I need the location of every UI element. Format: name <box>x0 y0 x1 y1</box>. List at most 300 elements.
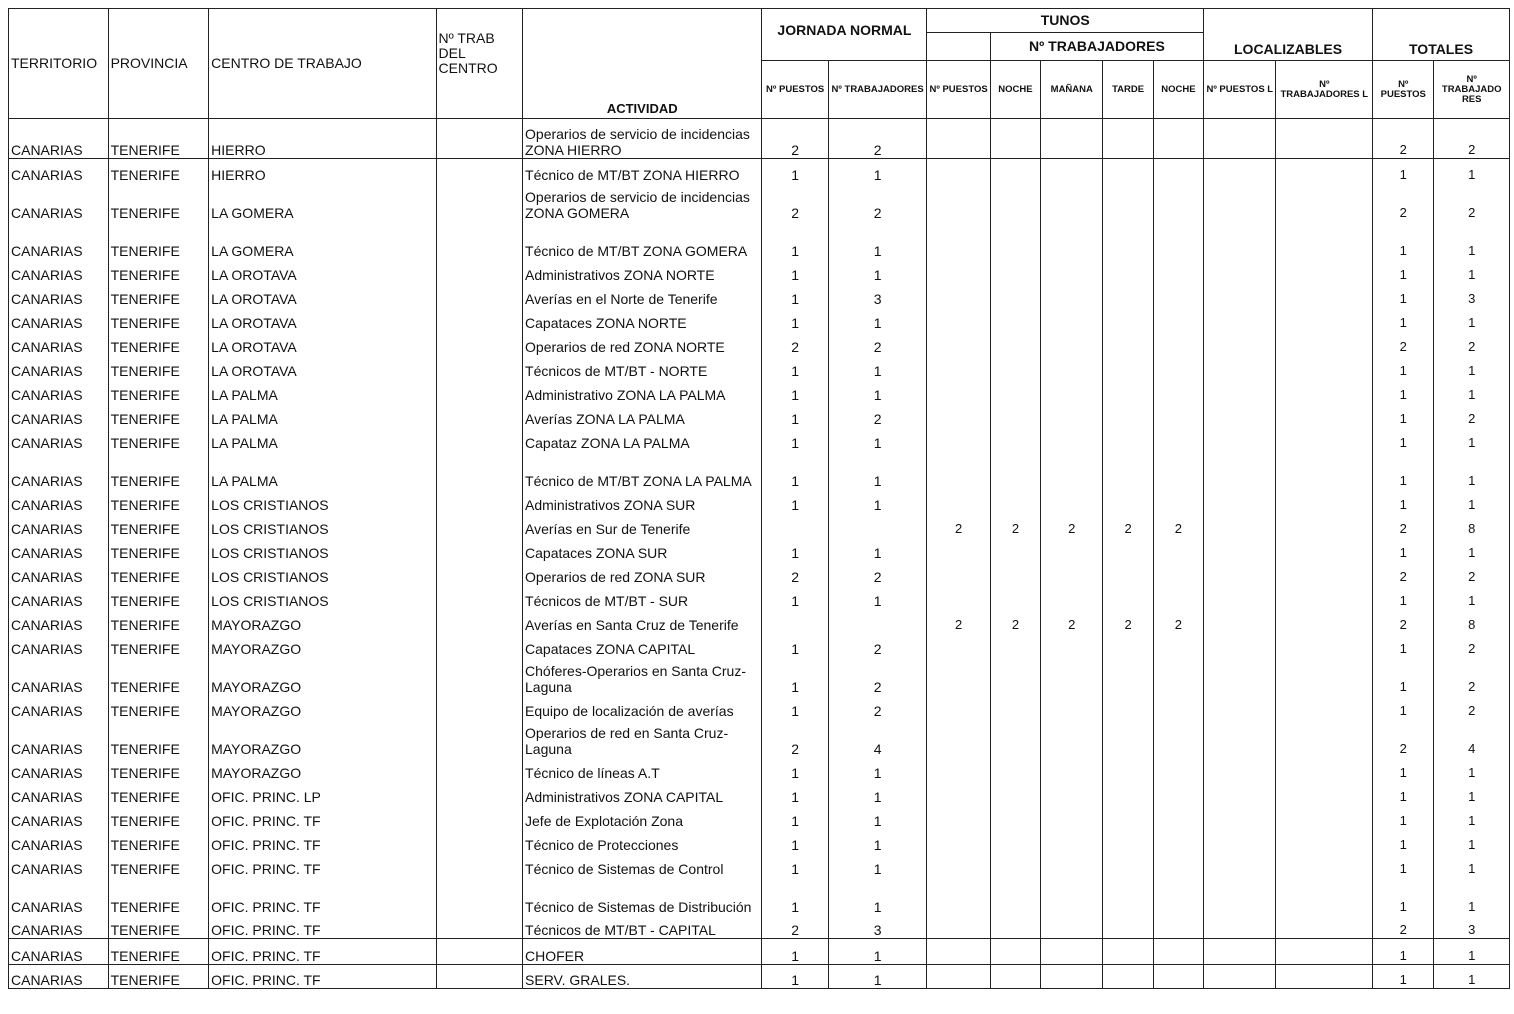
cell-tot-puestos: 1 <box>1373 657 1434 695</box>
cell-t-puestos <box>927 307 990 331</box>
workers-table <box>8 8 1510 989</box>
header-totales: TOTALES <box>1373 9 1510 61</box>
cell-t-tarde <box>1103 331 1153 355</box>
cell-jn-puestos: 1 <box>762 695 828 719</box>
cell-t-manana <box>1041 379 1103 403</box>
table-row <box>9 633 1510 657</box>
cell-l-puestos <box>1204 119 1276 159</box>
cell-l-trabajadores <box>1276 379 1373 403</box>
cell-jn-trabajadores: 2 <box>828 657 927 695</box>
cell-ntrab <box>436 633 523 657</box>
cell-territorio: CANARIAS <box>9 355 109 379</box>
cell-provincia: TENERIFE <box>108 307 209 331</box>
cell-tot-trabajadores: 2 <box>1434 657 1510 695</box>
cell-t-tarde <box>1103 283 1153 307</box>
cell-ntrab <box>436 331 523 355</box>
cell-provincia: TENERIFE <box>108 427 209 451</box>
cell-t-puestos <box>927 489 990 513</box>
cell-territorio: CANARIAS <box>9 805 109 829</box>
cell-provincia: TENERIFE <box>108 513 209 537</box>
cell-t-noche-2: 2 <box>1153 609 1203 633</box>
cell-t-noche <box>990 585 1040 609</box>
cell-t-puestos <box>927 451 990 489</box>
table-row <box>9 719 1510 757</box>
cell-jn-puestos: 2 <box>762 561 828 585</box>
cell-actividad: Administrativos ZONA NORTE <box>523 259 762 283</box>
cell-t-puestos <box>927 719 990 757</box>
header-tunos: TUNOS <box>927 9 1204 33</box>
cell-ntrab <box>436 537 523 561</box>
cell-l-trabajadores <box>1276 609 1373 633</box>
cell-territorio: CANARIAS <box>9 719 109 757</box>
cell-t-manana <box>1041 853 1103 877</box>
cell-territorio: CANARIAS <box>9 609 109 633</box>
cell-jn-trabajadores: 2 <box>828 331 927 355</box>
cell-t-tarde: 2 <box>1103 609 1153 633</box>
cell-t-noche <box>990 537 1040 561</box>
cell-provincia: TENERIFE <box>108 403 209 427</box>
cell-t-noche: 2 <box>990 513 1040 537</box>
cell-l-trabajadores <box>1276 657 1373 695</box>
cell-t-noche-2 <box>1153 853 1203 877</box>
cell-centro: HIERRO <box>209 159 436 183</box>
cell-t-noche <box>990 829 1040 853</box>
cell-t-puestos <box>927 221 990 259</box>
cell-jn-puestos: 1 <box>762 537 828 561</box>
cell-l-puestos <box>1204 221 1276 259</box>
table-row <box>9 537 1510 561</box>
table-row <box>9 221 1510 259</box>
cell-tot-puestos: 2 <box>1373 915 1434 939</box>
cell-actividad: Administrativos ZONA SUR <box>523 489 762 513</box>
cell-provincia: TENERIFE <box>108 877 209 915</box>
cell-ntrab <box>436 489 523 513</box>
cell-jn-puestos: 1 <box>762 757 828 781</box>
cell-tot-trabajadores: 2 <box>1434 331 1510 355</box>
cell-t-noche-2 <box>1153 259 1203 283</box>
cell-actividad: Técnico de MT/BT ZONA LA PALMA <box>523 451 762 489</box>
cell-ntrab <box>436 183 523 221</box>
table-row <box>9 513 1510 537</box>
cell-provincia: TENERIFE <box>108 119 209 159</box>
header-ntrab-centro: Nº TRAB DEL CENTRO <box>436 9 523 119</box>
cell-l-trabajadores <box>1276 965 1373 989</box>
cell-jn-trabajadores: 1 <box>828 965 927 989</box>
cell-centro: LOS CRISTIANOS <box>209 537 436 561</box>
table-row <box>9 757 1510 781</box>
cell-actividad: Capataz ZONA LA PALMA <box>523 427 762 451</box>
header-localizables: LOCALIZABLES <box>1204 9 1373 61</box>
cell-tot-puestos: 2 <box>1373 119 1434 159</box>
cell-tot-puestos: 1 <box>1373 695 1434 719</box>
cell-t-noche <box>990 221 1040 259</box>
cell-t-noche-2 <box>1153 829 1203 853</box>
cell-t-noche-2 <box>1153 695 1203 719</box>
cell-ntrab <box>436 853 523 877</box>
cell-jn-trabajadores: 1 <box>828 307 927 331</box>
cell-jn-trabajadores: 2 <box>828 561 927 585</box>
cell-t-manana <box>1041 805 1103 829</box>
header-t-noche-2: NOCHE <box>1153 61 1203 119</box>
cell-jn-trabajadores <box>828 609 927 633</box>
cell-territorio: CANARIAS <box>9 159 109 183</box>
cell-t-puestos <box>927 757 990 781</box>
cell-tot-puestos: 2 <box>1373 331 1434 355</box>
table-row <box>9 159 1510 183</box>
cell-centro: LA PALMA <box>209 379 436 403</box>
table-row <box>9 283 1510 307</box>
cell-jn-trabajadores: 1 <box>828 427 927 451</box>
cell-territorio: CANARIAS <box>9 283 109 307</box>
table-row <box>9 877 1510 915</box>
cell-l-trabajadores <box>1276 259 1373 283</box>
cell-t-manana <box>1041 403 1103 427</box>
cell-t-manana: 2 <box>1041 609 1103 633</box>
cell-t-puestos <box>927 379 990 403</box>
cell-actividad: Operarios de red ZONA NORTE <box>523 331 762 355</box>
cell-l-puestos <box>1204 513 1276 537</box>
cell-tot-puestos: 1 <box>1373 829 1434 853</box>
cell-t-tarde <box>1103 585 1153 609</box>
cell-territorio: CANARIAS <box>9 403 109 427</box>
cell-l-trabajadores <box>1276 719 1373 757</box>
cell-t-puestos <box>927 781 990 805</box>
cell-territorio: CANARIAS <box>9 939 109 965</box>
cell-provincia: TENERIFE <box>108 805 209 829</box>
cell-t-tarde <box>1103 355 1153 379</box>
cell-provincia: TENERIFE <box>108 159 209 183</box>
cell-ntrab <box>436 159 523 183</box>
cell-t-manana <box>1041 159 1103 183</box>
cell-centro: LA PALMA <box>209 451 436 489</box>
cell-ntrab <box>436 561 523 585</box>
cell-t-noche-2 <box>1153 403 1203 427</box>
cell-actividad: Operarios de red ZONA SUR <box>523 561 762 585</box>
cell-l-trabajadores <box>1276 451 1373 489</box>
cell-actividad: Administrativo ZONA LA PALMA <box>523 379 762 403</box>
cell-actividad: Averías ZONA LA PALMA <box>523 403 762 427</box>
cell-t-tarde <box>1103 259 1153 283</box>
cell-t-noche-2 <box>1153 719 1203 757</box>
cell-territorio: CANARIAS <box>9 221 109 259</box>
table-row <box>9 609 1510 633</box>
cell-jn-puestos: 2 <box>762 331 828 355</box>
cell-tot-puestos: 1 <box>1373 489 1434 513</box>
cell-t-puestos <box>927 657 990 695</box>
cell-l-puestos <box>1204 159 1276 183</box>
cell-t-noche-2 <box>1153 939 1203 965</box>
cell-provincia: TENERIFE <box>108 537 209 561</box>
cell-l-puestos <box>1204 657 1276 695</box>
cell-t-puestos <box>927 939 990 965</box>
cell-ntrab <box>436 719 523 757</box>
cell-t-tarde <box>1103 719 1153 757</box>
cell-t-manana <box>1041 259 1103 283</box>
cell-jn-trabajadores: 2 <box>828 403 927 427</box>
cell-t-tarde <box>1103 915 1153 939</box>
cell-t-tarde <box>1103 537 1153 561</box>
cell-ntrab <box>436 427 523 451</box>
cell-jn-trabajadores: 1 <box>828 877 927 915</box>
cell-l-puestos <box>1204 757 1276 781</box>
cell-t-puestos <box>927 877 990 915</box>
cell-jn-trabajadores: 2 <box>828 695 927 719</box>
cell-jn-puestos: 1 <box>762 853 828 877</box>
cell-tot-puestos: 1 <box>1373 805 1434 829</box>
cell-tot-puestos: 1 <box>1373 307 1434 331</box>
cell-t-noche <box>990 331 1040 355</box>
cell-tot-puestos: 2 <box>1373 561 1434 585</box>
cell-t-manana <box>1041 119 1103 159</box>
cell-territorio: CANARIAS <box>9 633 109 657</box>
cell-t-manana <box>1041 585 1103 609</box>
cell-l-puestos <box>1204 877 1276 915</box>
cell-centro: HIERRO <box>209 119 436 159</box>
cell-provincia: TENERIFE <box>108 915 209 939</box>
cell-tot-trabajadores: 2 <box>1434 403 1510 427</box>
cell-l-puestos <box>1204 283 1276 307</box>
cell-ntrab <box>436 355 523 379</box>
cell-territorio: CANARIAS <box>9 657 109 695</box>
cell-l-puestos <box>1204 355 1276 379</box>
cell-l-trabajadores <box>1276 221 1373 259</box>
cell-t-noche <box>990 633 1040 657</box>
cell-provincia: TENERIFE <box>108 283 209 307</box>
cell-jn-puestos: 1 <box>762 379 828 403</box>
cell-t-tarde <box>1103 757 1153 781</box>
cell-tot-trabajadores: 1 <box>1434 489 1510 513</box>
table-header <box>9 9 1510 119</box>
cell-t-manana <box>1041 489 1103 513</box>
cell-t-tarde <box>1103 877 1153 915</box>
cell-t-manana <box>1041 781 1103 805</box>
cell-l-trabajadores <box>1276 403 1373 427</box>
cell-t-noche <box>990 805 1040 829</box>
cell-t-noche <box>990 379 1040 403</box>
cell-territorio: CANARIAS <box>9 965 109 989</box>
cell-t-noche-2 <box>1153 633 1203 657</box>
cell-jn-trabajadores: 1 <box>828 805 927 829</box>
cell-t-tarde <box>1103 965 1153 989</box>
header-actividad: ACTIVIDAD <box>523 9 762 119</box>
cell-ntrab <box>436 403 523 427</box>
cell-tot-trabajadores: 1 <box>1434 355 1510 379</box>
cell-t-noche-2 <box>1153 221 1203 259</box>
cell-t-puestos <box>927 427 990 451</box>
cell-tot-trabajadores: 1 <box>1434 451 1510 489</box>
cell-t-noche <box>990 427 1040 451</box>
cell-jn-trabajadores: 1 <box>828 489 927 513</box>
cell-actividad: Técnico de MT/BT ZONA HIERRO <box>523 159 762 183</box>
cell-t-noche-2 <box>1153 159 1203 183</box>
cell-jn-trabajadores: 1 <box>828 221 927 259</box>
cell-centro: OFIC. PRINC. LP <box>209 781 436 805</box>
cell-tot-puestos: 1 <box>1373 355 1434 379</box>
table-row <box>9 939 1510 965</box>
cell-provincia: TENERIFE <box>108 695 209 719</box>
cell-l-trabajadores <box>1276 331 1373 355</box>
cell-jn-trabajadores: 1 <box>828 537 927 561</box>
cell-t-noche-2: 2 <box>1153 513 1203 537</box>
cell-t-manana <box>1041 427 1103 451</box>
cell-provincia: TENERIFE <box>108 757 209 781</box>
cell-jn-puestos: 1 <box>762 829 828 853</box>
cell-jn-trabajadores: 2 <box>828 633 927 657</box>
cell-territorio: CANARIAS <box>9 427 109 451</box>
cell-l-puestos <box>1204 537 1276 561</box>
table-row <box>9 561 1510 585</box>
cell-t-noche <box>990 307 1040 331</box>
cell-t-puestos <box>927 183 990 221</box>
cell-tot-puestos: 2 <box>1373 183 1434 221</box>
cell-jn-puestos: 1 <box>762 633 828 657</box>
cell-provincia: TENERIFE <box>108 355 209 379</box>
cell-t-tarde: 2 <box>1103 513 1153 537</box>
header-t-puestos: Nº PUESTOS <box>927 61 990 119</box>
cell-jn-puestos: 1 <box>762 355 828 379</box>
cell-l-puestos <box>1204 183 1276 221</box>
cell-tot-puestos: 1 <box>1373 451 1434 489</box>
cell-t-noche-2 <box>1153 915 1203 939</box>
cell-l-puestos <box>1204 853 1276 877</box>
cell-centro: LOS CRISTIANOS <box>209 513 436 537</box>
cell-actividad: Operarios de red en Santa Cruz-Laguna <box>523 719 762 757</box>
cell-t-tarde <box>1103 489 1153 513</box>
table-row <box>9 829 1510 853</box>
cell-tot-puestos: 2 <box>1373 719 1434 757</box>
cell-t-manana <box>1041 561 1103 585</box>
cell-tot-trabajadores: 4 <box>1434 719 1510 757</box>
cell-tot-puestos: 1 <box>1373 585 1434 609</box>
cell-l-trabajadores <box>1276 513 1373 537</box>
cell-provincia: TENERIFE <box>108 489 209 513</box>
cell-ntrab <box>436 939 523 965</box>
cell-provincia: TENERIFE <box>108 451 209 489</box>
cell-centro: MAYORAZGO <box>209 657 436 695</box>
cell-t-tarde <box>1103 221 1153 259</box>
cell-t-manana <box>1041 757 1103 781</box>
cell-territorio: CANARIAS <box>9 331 109 355</box>
table-row <box>9 379 1510 403</box>
cell-l-trabajadores <box>1276 561 1373 585</box>
cell-provincia: TENERIFE <box>108 379 209 403</box>
cell-l-puestos <box>1204 427 1276 451</box>
cell-t-puestos: 2 <box>927 513 990 537</box>
cell-t-puestos <box>927 633 990 657</box>
header-t-tarde: TARDE <box>1103 61 1153 119</box>
cell-t-noche <box>990 877 1040 915</box>
cell-tot-trabajadores: 1 <box>1434 159 1510 183</box>
table-row <box>9 307 1510 331</box>
cell-jn-puestos: 2 <box>762 119 828 159</box>
cell-l-trabajadores <box>1276 307 1373 331</box>
cell-jn-puestos: 1 <box>762 221 828 259</box>
cell-l-puestos <box>1204 403 1276 427</box>
cell-t-puestos <box>927 159 990 183</box>
cell-tot-puestos: 1 <box>1373 379 1434 403</box>
cell-actividad: Averías en Sur de Tenerife <box>523 513 762 537</box>
cell-t-puestos <box>927 805 990 829</box>
cell-jn-trabajadores: 2 <box>828 183 927 221</box>
table-row <box>9 427 1510 451</box>
table-row <box>9 695 1510 719</box>
cell-t-tarde <box>1103 403 1153 427</box>
cell-provincia: TENERIFE <box>108 965 209 989</box>
cell-jn-trabajadores: 1 <box>828 159 927 183</box>
table-row <box>9 965 1510 989</box>
cell-territorio: CANARIAS <box>9 489 109 513</box>
cell-jn-trabajadores: 1 <box>828 939 927 965</box>
cell-jn-puestos <box>762 609 828 633</box>
cell-tot-trabajadores: 8 <box>1434 609 1510 633</box>
cell-territorio: CANARIAS <box>9 585 109 609</box>
cell-territorio: CANARIAS <box>9 829 109 853</box>
cell-provincia: TENERIFE <box>108 853 209 877</box>
cell-territorio: CANARIAS <box>9 537 109 561</box>
cell-ntrab <box>436 757 523 781</box>
header-tot-trabajadores: Nº TRABAJADO RES <box>1434 61 1510 119</box>
cell-ntrab <box>436 877 523 915</box>
cell-t-tarde <box>1103 379 1153 403</box>
cell-centro: OFIC. PRINC. TF <box>209 877 436 915</box>
cell-jn-puestos: 1 <box>762 159 828 183</box>
cell-jn-puestos: 1 <box>762 965 828 989</box>
cell-t-puestos <box>927 537 990 561</box>
cell-tot-trabajadores: 2 <box>1434 183 1510 221</box>
cell-ntrab <box>436 513 523 537</box>
cell-ntrab <box>436 657 523 695</box>
cell-jn-puestos: 1 <box>762 451 828 489</box>
cell-jn-trabajadores: 1 <box>828 781 927 805</box>
cell-tot-trabajadores: 2 <box>1434 561 1510 585</box>
cell-t-manana <box>1041 221 1103 259</box>
cell-actividad: Administrativos ZONA CAPITAL <box>523 781 762 805</box>
cell-ntrab <box>436 585 523 609</box>
cell-t-manana <box>1041 331 1103 355</box>
cell-l-puestos <box>1204 633 1276 657</box>
cell-tot-puestos: 1 <box>1373 259 1434 283</box>
cell-t-tarde <box>1103 805 1153 829</box>
cell-ntrab <box>436 915 523 939</box>
cell-l-trabajadores <box>1276 829 1373 853</box>
cell-t-puestos <box>927 331 990 355</box>
cell-t-puestos <box>927 695 990 719</box>
cell-t-manana <box>1041 537 1103 561</box>
header-jornada-normal: JORNADA NORMAL <box>762 9 927 61</box>
cell-t-noche <box>990 119 1040 159</box>
cell-provincia: TENERIFE <box>108 259 209 283</box>
cell-tot-puestos: 1 <box>1373 877 1434 915</box>
cell-t-puestos: 2 <box>927 609 990 633</box>
cell-territorio: CANARIAS <box>9 695 109 719</box>
cell-tot-puestos: 1 <box>1373 853 1434 877</box>
cell-l-trabajadores <box>1276 757 1373 781</box>
cell-t-noche-2 <box>1153 119 1203 159</box>
cell-jn-puestos: 1 <box>762 403 828 427</box>
cell-jn-puestos: 1 <box>762 939 828 965</box>
cell-ntrab <box>436 451 523 489</box>
cell-territorio: CANARIAS <box>9 307 109 331</box>
cell-tot-puestos: 2 <box>1373 609 1434 633</box>
table-row <box>9 403 1510 427</box>
cell-tot-trabajadores: 1 <box>1434 259 1510 283</box>
header-n-trabajadores: Nº TRABAJADORES <box>990 33 1203 61</box>
header-tunos-blank <box>927 33 990 61</box>
cell-l-puestos <box>1204 829 1276 853</box>
cell-provincia: TENERIFE <box>108 781 209 805</box>
cell-jn-trabajadores: 2 <box>828 119 927 159</box>
cell-t-tarde <box>1103 427 1153 451</box>
